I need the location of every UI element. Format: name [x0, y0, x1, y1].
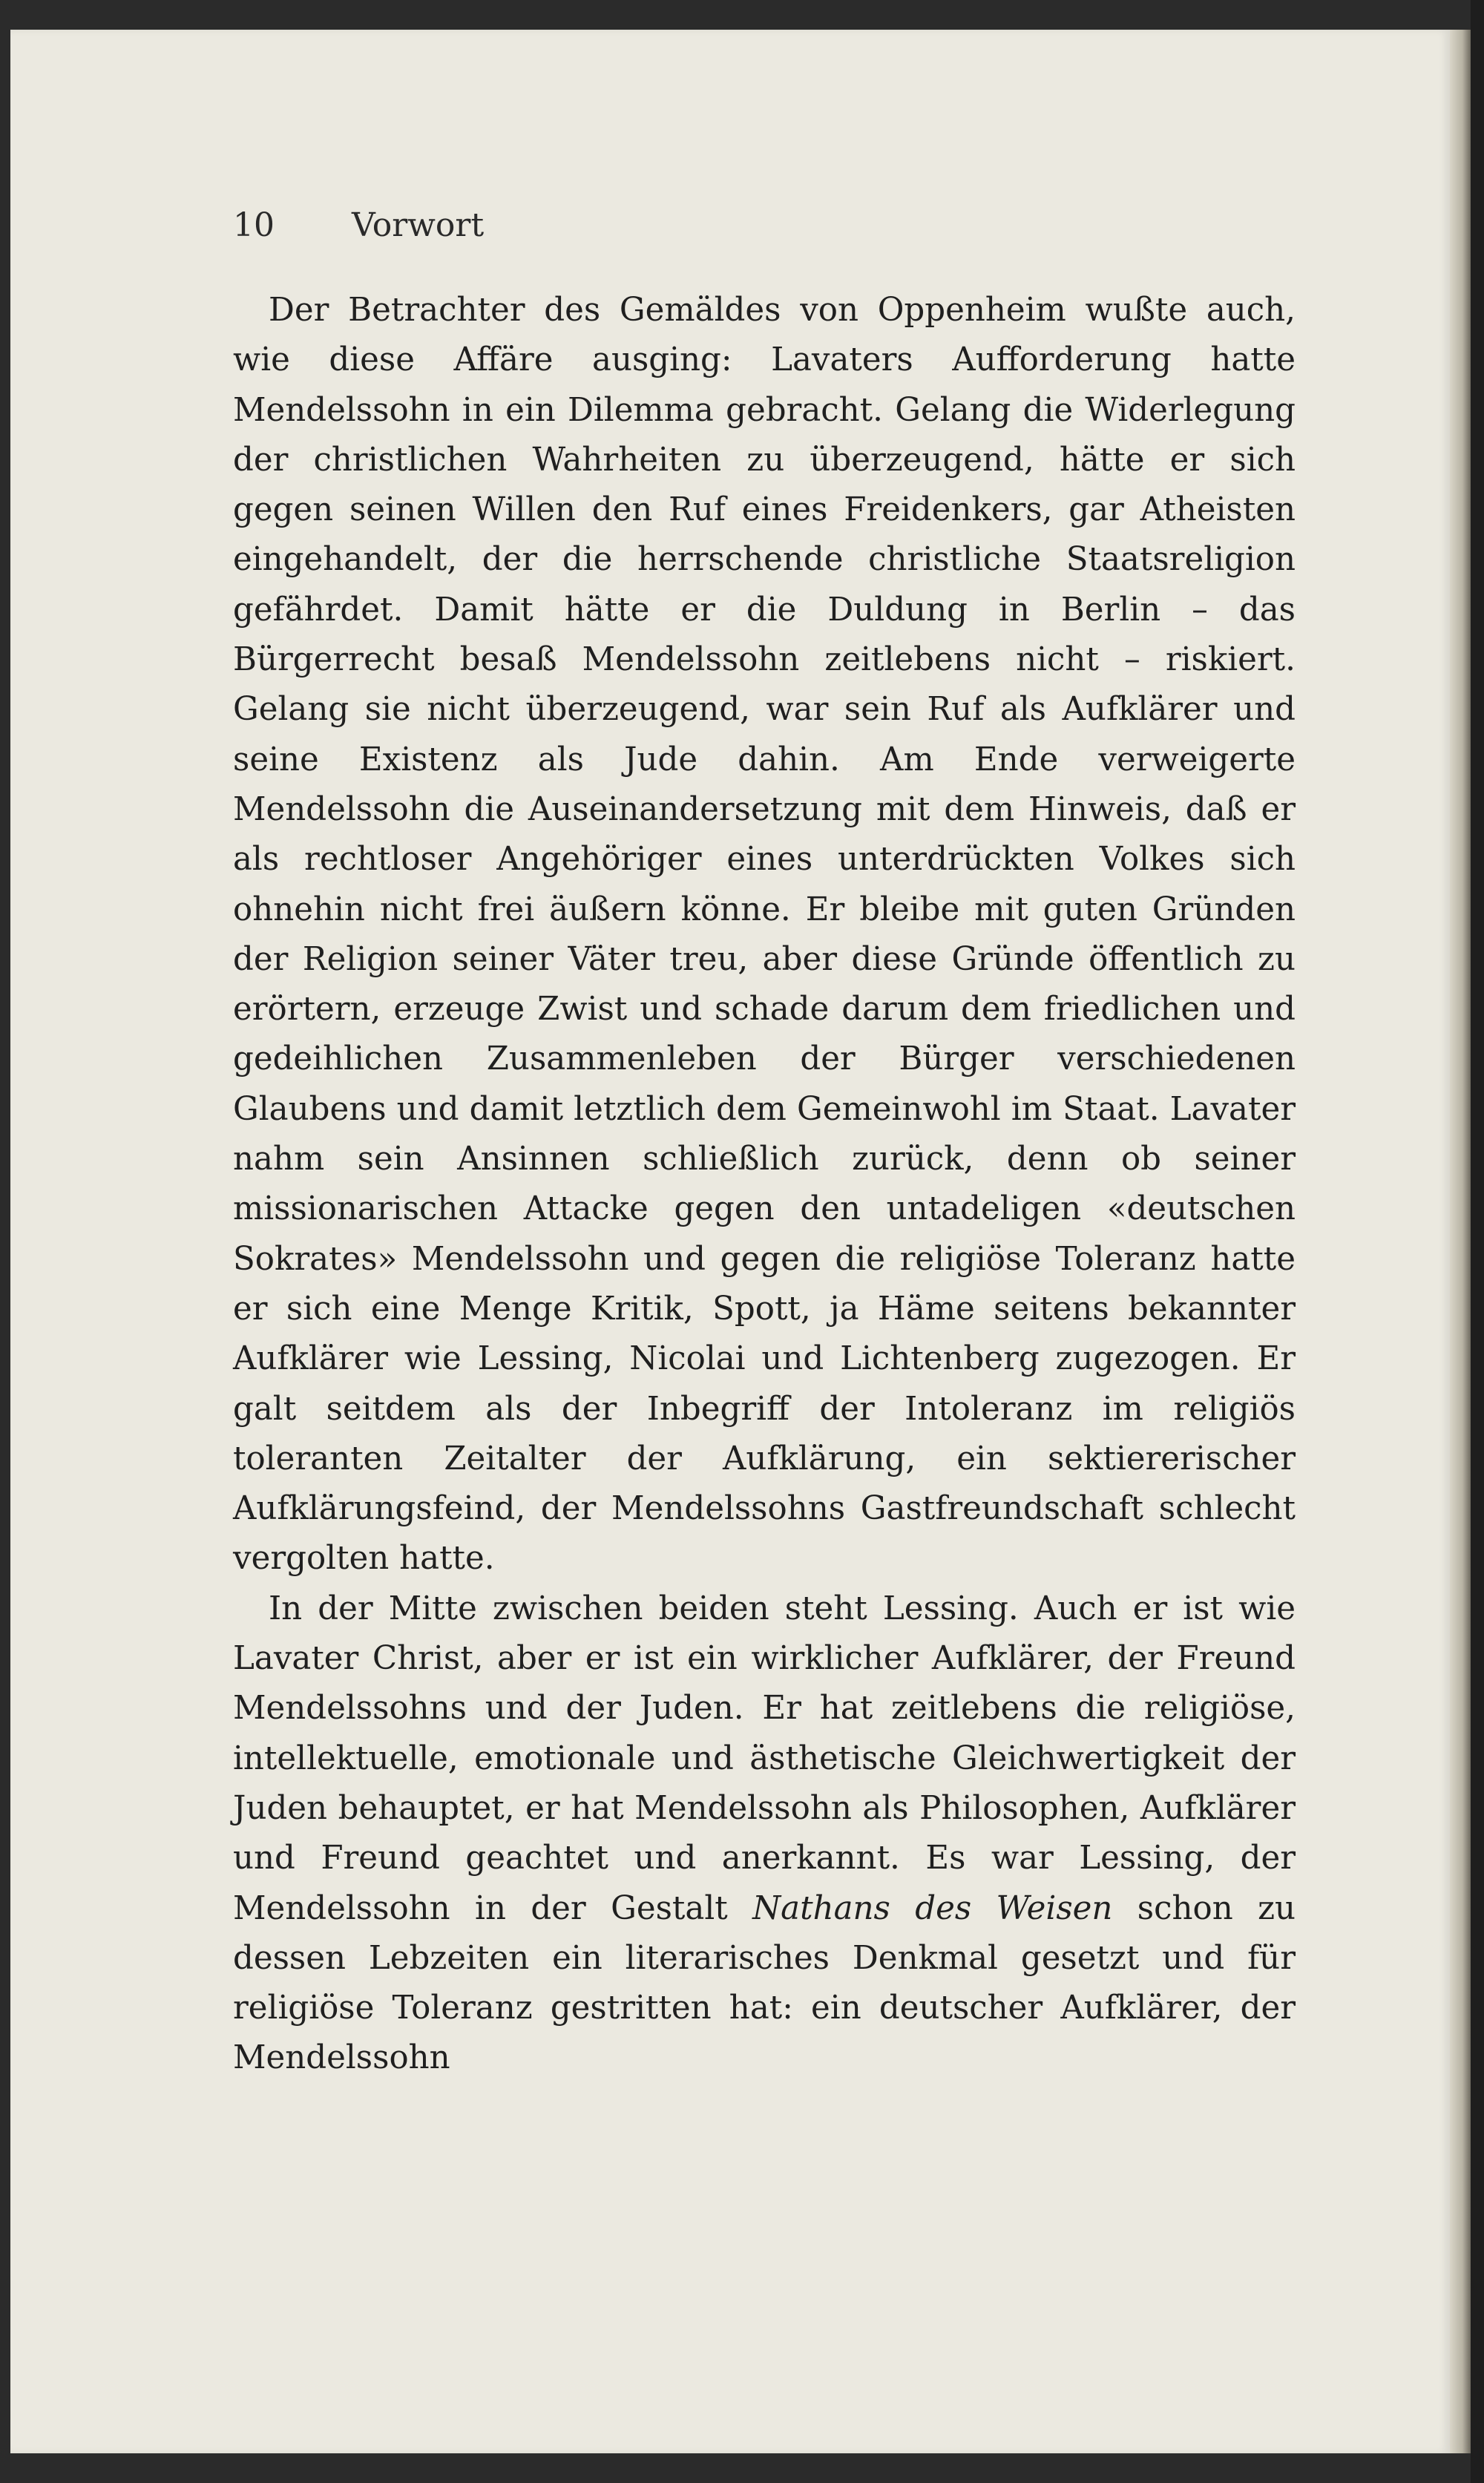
paragraph-2-text-b: schon zu dessen Lebzeiten ein literarisches Denkmal gesetzt und für religiöse Toleranz gestritten hat: ein deutscher Aufklärer, der Mendelssohn [233, 1889, 1296, 2077]
page-header [233, 206, 484, 244]
page-edge [1450, 30, 1471, 2453]
running-title: Vorwort [352, 206, 485, 244]
work-title: Nathans des Weisen [752, 1889, 1113, 1927]
book-binding [1471, 0, 1484, 2483]
page-number: 10 [233, 206, 275, 244]
paragraph-2 [233, 1584, 1296, 2084]
paragraph-1: Der Betrachter des Gemäldes von Oppenheim wußte auch, wie diese Affäre ausging: Lavaters Aufforderung hatte Mendelssohn in ein Dilemma gebracht. Gelang die Widerlegung der christlichen Wahrheiten zu überzeugend, hätte er sich gegen seinen Willen den Ruf eines Freidenkers, gar Atheisten eingehandelt, der die herrschende christliche Staatsreligion gefährdet. Damit hätte er die Duldung in Berlin – das Bürgerrecht besaß Mendelssohn zeitlebens nicht – riskiert. Gelang sie nicht überzeugend, war sein Ruf als Aufklärer und seine Existenz als Jude dahin. Am Ende verweigerte Mendelssohn die Auseinandersetzung mit dem Hinweis, daß er als rechtloser Angehöriger eines unterdrückten Volkes sich ohnehin nicht frei äußern könne. Er bleibe mit guten Gründen der Religion seiner Väter treu, aber diese Gründe öffentlich zu erörtern, erzeuge Zwist und schade darum dem friedlichen und gedeihlichen Zusammenleben der Bürger verschiedenen Glaubens und damit letztlich dem Gemeinwohl im Staat. Lavater nahm sein Ansinnen schließlich zurück, denn ob seiner missionarischen Attacke gegen den untadeligen «deutschen Sokrates» Mendelssohn und gegen die religiöse Toleranz hatte er sich eine Menge Kritik, Spott, ja Häme seitens bekannter Aufklärer wie Lessing, Nicolai und Lichtenberg zugezogen. Er galt seitdem als der Inbegriff der Intoleranz im religiös toleranten Zeitalter der Aufklärung, ein sektiererischer Aufklärungsfeind, der Mendelssohns Gastfreundschaft schlecht vergolten hatte. [233, 292, 1296, 1578]
paragraph-2-text-a: In der Mitte zwischen beiden steht Lessing. Auch er ist wie Lavater Christ, aber er ist ein wirklicher Aufklärer, der Freund Mendelssohns und der Juden. Er hat zeitlebens die religiöse, intellektuelle, emotionale und ästhetische Gleichwertigkeit der Juden behauptet, er hat Mendelssohn als Philosophen, Aufklärer und Freund geachtet und anerkannt. Es war Lessing, der Mendelssohn in der Gestalt [233, 1590, 1296, 1927]
body-text [233, 286, 1296, 2084]
book-page [10, 30, 1450, 2453]
